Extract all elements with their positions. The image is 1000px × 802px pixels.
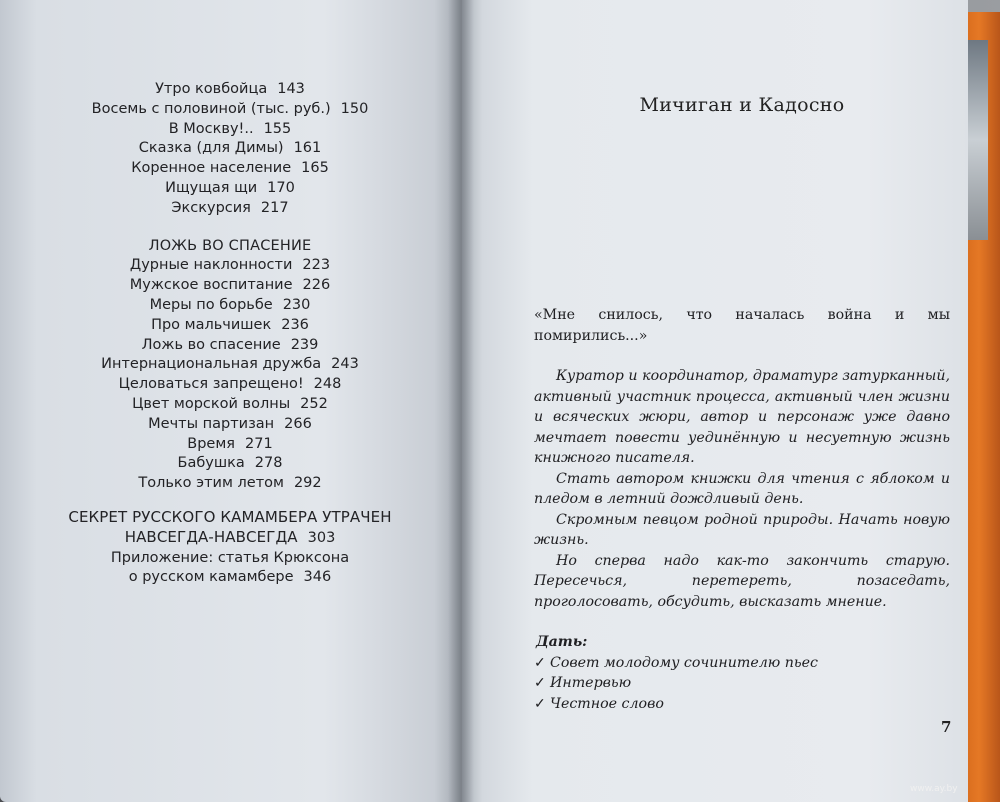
toc-entry: Целоваться запрещено! 248 [118, 376, 342, 393]
toc-entry: Бабушка 278 [177, 455, 283, 472]
epigraph: «Мне снилось, что началась война и мы помирились...» [534, 307, 950, 344]
toc-entry: Восемь с половиной (тыс. руб.) 150 [91, 100, 369, 117]
book-gutter [448, 0, 474, 802]
toc-entry: Дурные наклонности 223 [129, 257, 331, 274]
checklist-item: ✓ Честное слово [534, 694, 950, 715]
toc-entry: Утро ковбойца 143 [155, 81, 305, 97]
toc-entry: Приложение: статья Крюксона [110, 549, 350, 566]
checklist-item: ✓ Совет молодому сочинителю пьес [534, 653, 950, 674]
paragraph: Скромным певцом родной природы. Начать новую жизнь. [534, 511, 950, 548]
toc-entry: Ложь во спасение 239 [141, 336, 319, 353]
toc-entry: Меры по борьбе 230 [149, 296, 311, 313]
table-of-contents [20, 80, 440, 588]
checkmark-icon: ✓ [534, 654, 546, 671]
toc-entry: Экскурсия 217 [171, 199, 289, 216]
list-title: Дать: [536, 634, 588, 650]
toc-section-title: СЕКРЕТ РУССКОГО КАМАМБЕРА УТРАЧЕН [68, 507, 392, 526]
toc-entry: Мужское воспитание 226 [129, 277, 331, 294]
chapter-title: Мичиган и Кадосно [639, 94, 845, 116]
checkmark-icon: ✓ [534, 675, 546, 691]
toc-entry: НАВСЕГДА-НАВСЕГДА 303 [124, 527, 336, 546]
page-number: 7 [941, 718, 952, 736]
toc-entry: Только этим летом 292 [138, 475, 322, 492]
checkmark-icon: ✓ [534, 695, 546, 712]
paragraph: Но сперва надо как-то закончить старую. Пересечься, перетереть, позаседать, проголосовать, обсудить, высказать мнение. [534, 552, 950, 610]
paragraph: Куратор и координатор, драматург затурканный, активный участник процесса, активный член жизни и всяческих жюри, автор и персонаж уже давно мечтает повести уединённую и несуетную жизнь книжного писателя. [534, 368, 950, 466]
toc-entry: Сказка (для Димы) 161 [138, 140, 322, 157]
toc-entry: Цвет морской волны 252 [132, 395, 328, 412]
paragraph: Стать автором книжки для чтения с яблоком и пледом в летний дождливый день. [534, 470, 950, 507]
toc-entry: Интернациональная дружба 243 [101, 356, 359, 373]
toc-entry: Про мальчишек 236 [151, 316, 309, 333]
watermark: www.ay.by [910, 784, 958, 794]
toc-entry: Коренное население 165 [131, 160, 329, 177]
toc-entry: В Москву!.. 155 [168, 120, 292, 137]
toc-entry: Мечты партизан 266 [148, 415, 312, 432]
toc-section-title: ЛОЖЬ ВО СПАСЕНИЕ [148, 237, 312, 254]
toc-entry: Время 271 [187, 435, 273, 452]
chapter-body [534, 305, 950, 714]
checklist-item: ✓ Интервью [534, 673, 950, 694]
toc-entry: Ищущая щи 170 [165, 179, 295, 196]
toc-entry: о русском камамбере 346 [128, 569, 332, 586]
